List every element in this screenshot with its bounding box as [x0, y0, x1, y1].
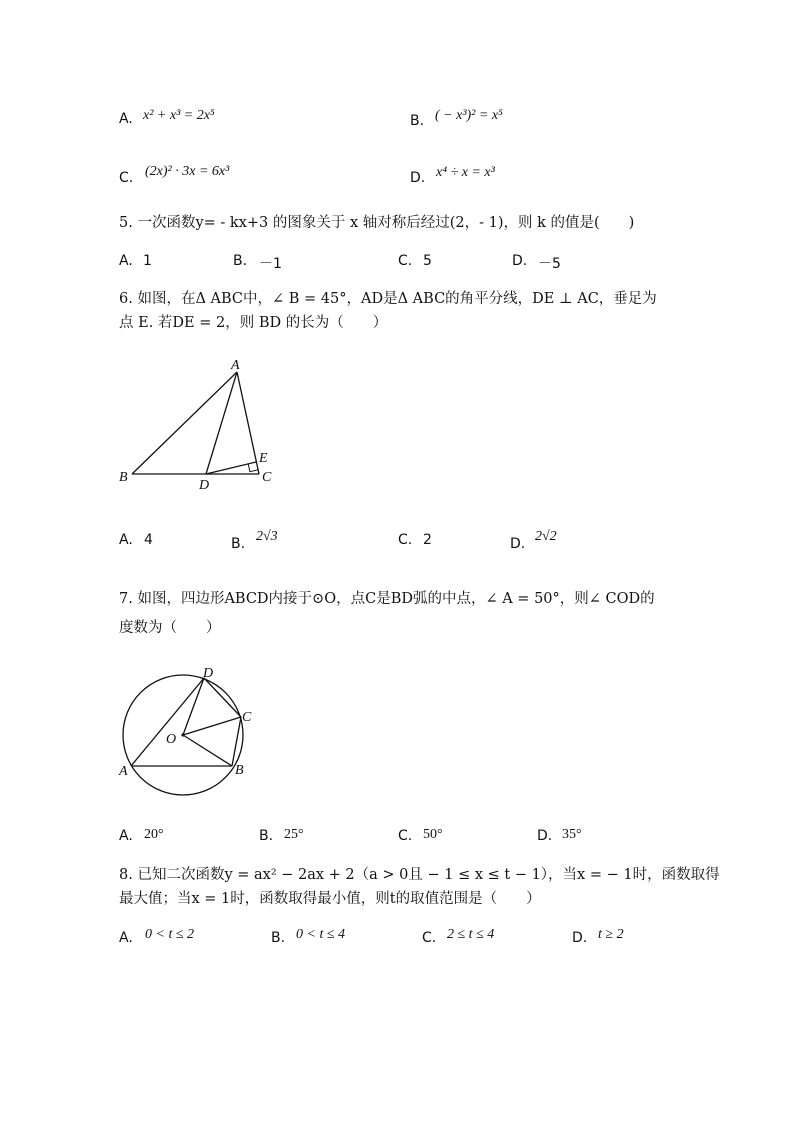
q5-stem: 5. 一次函数y= - kx+3 的图象关于 x 轴对称后经过(2，- 1)，则 k 的值是( ) [119, 215, 635, 231]
q5-option-b-value: －1 [259, 256, 282, 272]
q6-side-ac [237, 372, 259, 474]
q7-radius-oc [183, 717, 241, 735]
q7-option-d-label: D. [537, 828, 553, 844]
q6-option-a-label: A. [119, 532, 133, 548]
q6-option-a-value: 4 [144, 532, 153, 548]
q4-option-d-label: D. [410, 170, 426, 186]
q7-side-cd [204, 678, 241, 717]
q7-center-point [181, 733, 184, 736]
q7-option-b-label: B. [259, 828, 274, 844]
q7-stem-line1: 7. 如图，四边形ABCD内接于⊙O，点C是BD弧的中点，∠ A = 50°，则∠ COD的 [119, 591, 655, 607]
q7-option-c-value: 50° [423, 827, 443, 842]
q7-radius-ob [183, 735, 232, 766]
q4-option-a-label: A. [119, 111, 133, 127]
q5-option-a-label: A. [119, 253, 133, 269]
q8-option-b-value: 0 < t ≤ 4 [296, 927, 346, 942]
q8-option-b-label: B. [271, 930, 286, 946]
q8-option-a-value: 0 < t ≤ 2 [145, 927, 195, 942]
q6-label-a: A [231, 358, 240, 373]
q6-right-angle-mark [248, 464, 258, 472]
q7-label-a: A [119, 764, 128, 779]
q5-option-a-value: 1 [143, 253, 152, 269]
q7-label-c: C [242, 710, 252, 725]
q6-stem-line1: 6. 如图，在Δ ABC中，∠ B = 45°，AD是Δ ABC的角平分线，DE ⊥ AC，垂足为 [119, 291, 657, 307]
q6-label-c: C [262, 470, 272, 485]
q4-option-c-text: (2x)² · 3x = 6x³ [145, 164, 230, 179]
q4-option-d-text: x⁴ ÷ x = x³ [436, 165, 495, 180]
q7-option-a-value: 20° [144, 827, 164, 842]
q6-option-b-label: B. [231, 536, 246, 552]
q6-label-b: B [119, 470, 128, 485]
q6-option-c-value: 2 [423, 532, 432, 548]
q5-option-c-label: C. [398, 253, 413, 269]
q4-option-c-label: C. [119, 170, 134, 186]
q8-option-d-value: t ≥ 2 [598, 927, 624, 942]
q4-option-a-text: x² + x³ = 2x⁵ [143, 108, 215, 123]
q7-label-d: D [203, 666, 214, 681]
q6-stem-line2: 点 E. 若DE = 2，则 BD 的长为（ ） [119, 315, 388, 331]
q8-option-c-label: C. [422, 930, 437, 946]
q6-label-d: D [199, 478, 210, 493]
q8-stem-line1: 8. 已知二次函数y = ax² − 2ax + 2（a > 0且 − 1 ≤ x ≤ t − 1），当x = − 1时，函数取得 [119, 867, 720, 883]
q6-option-b-value: 2√3 [256, 529, 278, 544]
q6-option-d-label: D. [510, 536, 526, 552]
q6-perpendicular-de [206, 462, 256, 474]
q7-circle-figure [115, 660, 265, 805]
q7-stem-line2: 度数为（ ） [119, 620, 221, 636]
q7-option-c-label: C. [398, 828, 413, 844]
q7-side-bc [232, 717, 241, 766]
q7-radius-od [183, 678, 204, 735]
q8-stem-line2: 最大值；当x = 1时，函数取得最小值，则t的取值范围是（ ） [119, 891, 541, 907]
q5-option-b-label: B. [233, 253, 248, 269]
q4-option-b-text: ( − x³)² = x⁵ [435, 108, 503, 123]
q5-option-d-value: －5 [538, 256, 561, 272]
q6-triangle-figure [110, 352, 290, 497]
q8-option-d-label: D. [572, 930, 588, 946]
q8-option-c-value: 2 ≤ t ≤ 4 [447, 927, 495, 942]
q6-option-d-value: 2√2 [535, 529, 557, 544]
q8-option-a-label: A. [119, 930, 133, 946]
q4-option-b-label: B. [410, 113, 425, 129]
q5-option-c-value: 5 [423, 253, 432, 269]
q6-option-c-label: C. [398, 532, 413, 548]
q7-label-b: B [235, 763, 244, 778]
q7-option-d-value: 35° [562, 827, 582, 842]
q7-label-o: O [166, 732, 177, 747]
q7-option-a-label: A. [119, 828, 133, 844]
q7-option-b-value: 25° [284, 827, 304, 842]
q5-option-d-label: D. [512, 253, 528, 269]
q6-label-e: E [259, 451, 268, 466]
